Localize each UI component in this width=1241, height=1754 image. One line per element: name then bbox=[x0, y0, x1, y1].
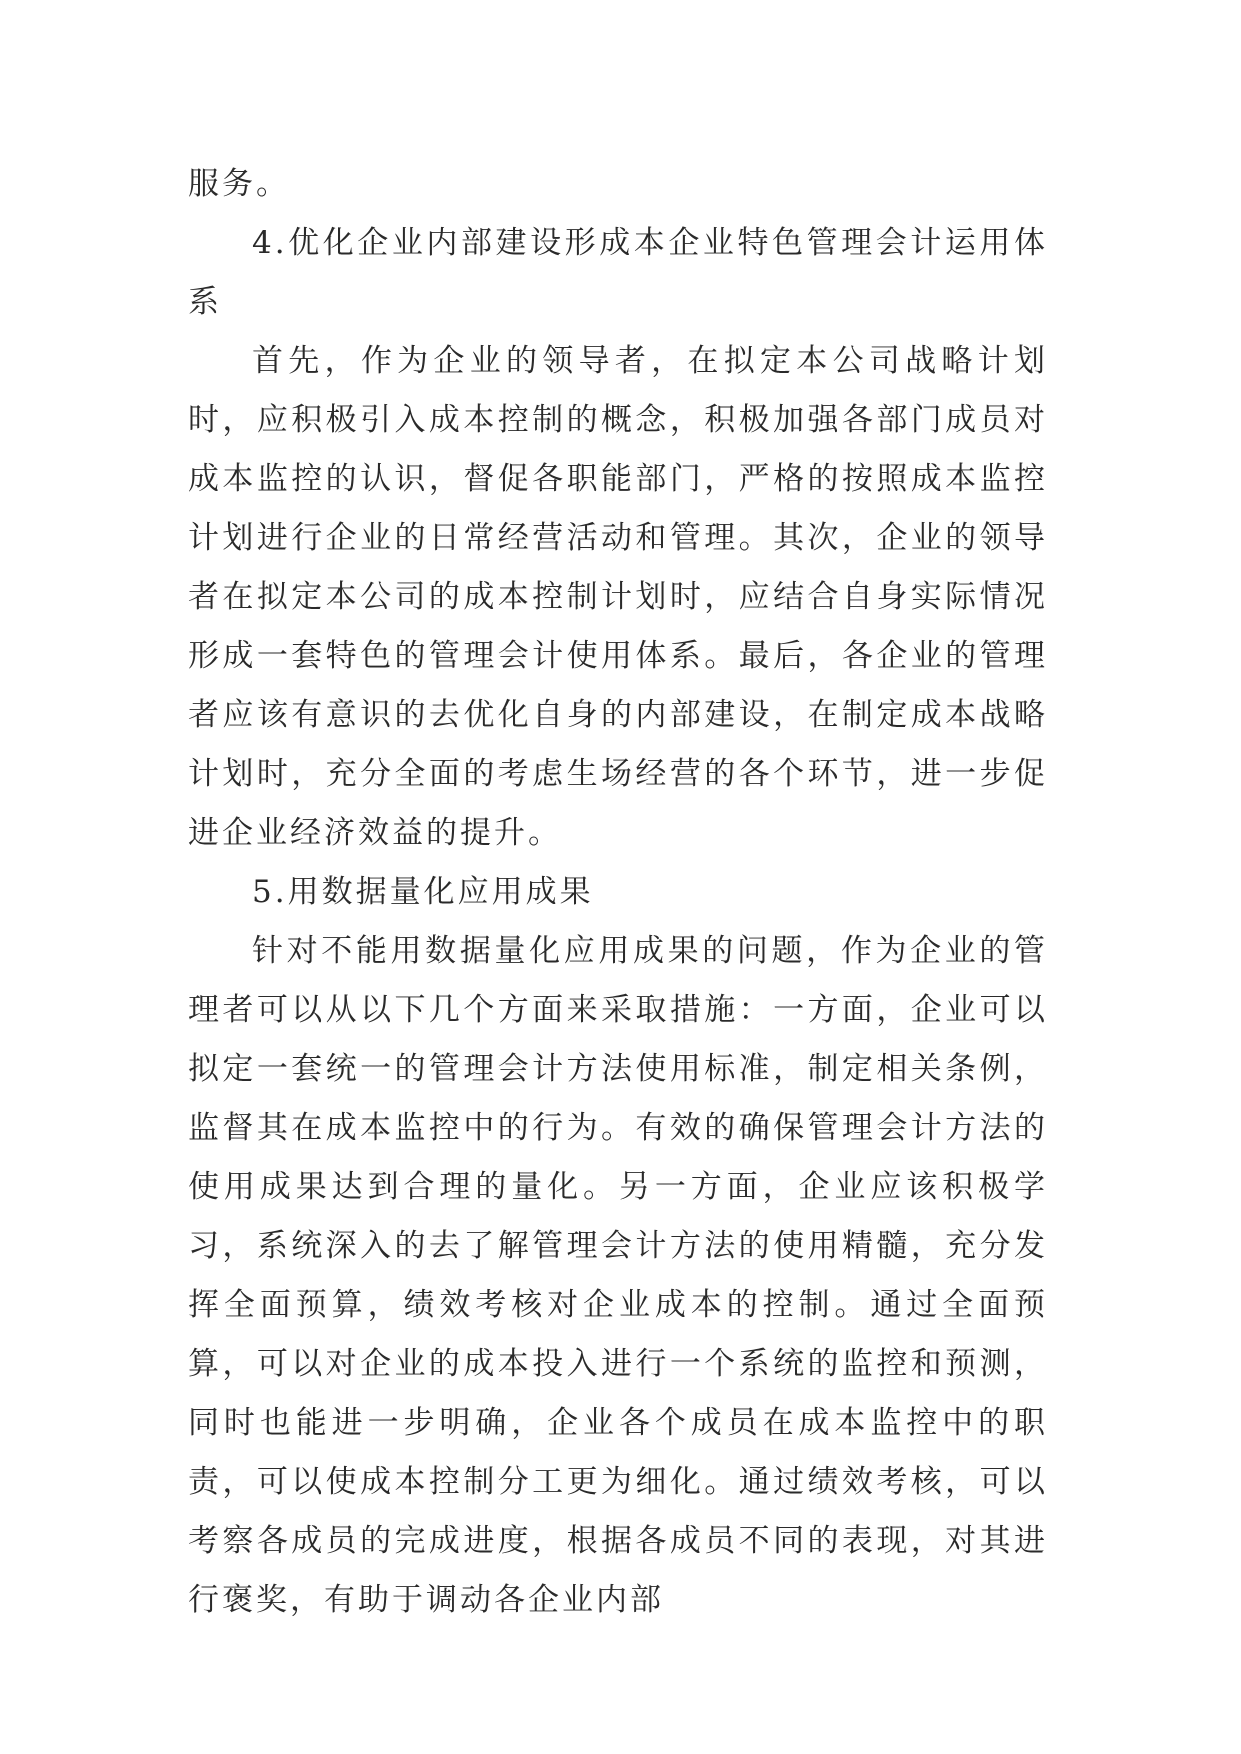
paragraph-quantification: 针对不能用数据量化应用成果的问题，作为企业的管理者可以从以下几个方面来采取措施：一方面，企业可以拟定一套统一的管理会计方法使用标准，制定相关条例，监督其在成本监控中的行为。有效的确保管理会计方法的使用成果达到合理的量化。另一方面，企业应该积极学习，系统深入的去了解管理会计方法的使用精髓，充分发挥全面预算，绩效考核对企业成本的控制。通过全面预算，可以对企业的成本投入进行一个系统的监控和预测，同时也能进一步明确，企业各个成员在成本监控中的职责，可以使成本控制分工更为细化。通过绩效考核，可以考察各成员的完成进度，根据各成员不同的表现，对其进行褒奖，有助于调动各企业内部 bbox=[188, 933, 1048, 1618]
body-text bbox=[188, 155, 1048, 1630]
paragraph-leadership: 首先，作为企业的领导者，在拟定本公司战略计划时，应积极引入成本控制的概念，积极加强各部门成员对成本监控的认识，督促各职能部门，严格的按照成本监控计划进行企业的日常经营活动和管理。其次，企业的领导者在拟定本公司的成本控制计划时，应结合自身实际情况形成一套特色的管理会计使用体系。最后，各企业的管理者应该有意识的去优化自身的内部建设，在制定成本战略计划时，充分全面的考虑生场经营的各个环节，进一步促进企业经济效益的提升。 bbox=[188, 343, 1048, 851]
section-heading-5: 5.用数据量化应用成果 bbox=[252, 874, 594, 910]
section-heading-4: 4.优化企业内部建设形成本企业特色管理会计运用体系 bbox=[188, 225, 1048, 320]
paragraph-continuation: 服务。 bbox=[188, 166, 290, 202]
